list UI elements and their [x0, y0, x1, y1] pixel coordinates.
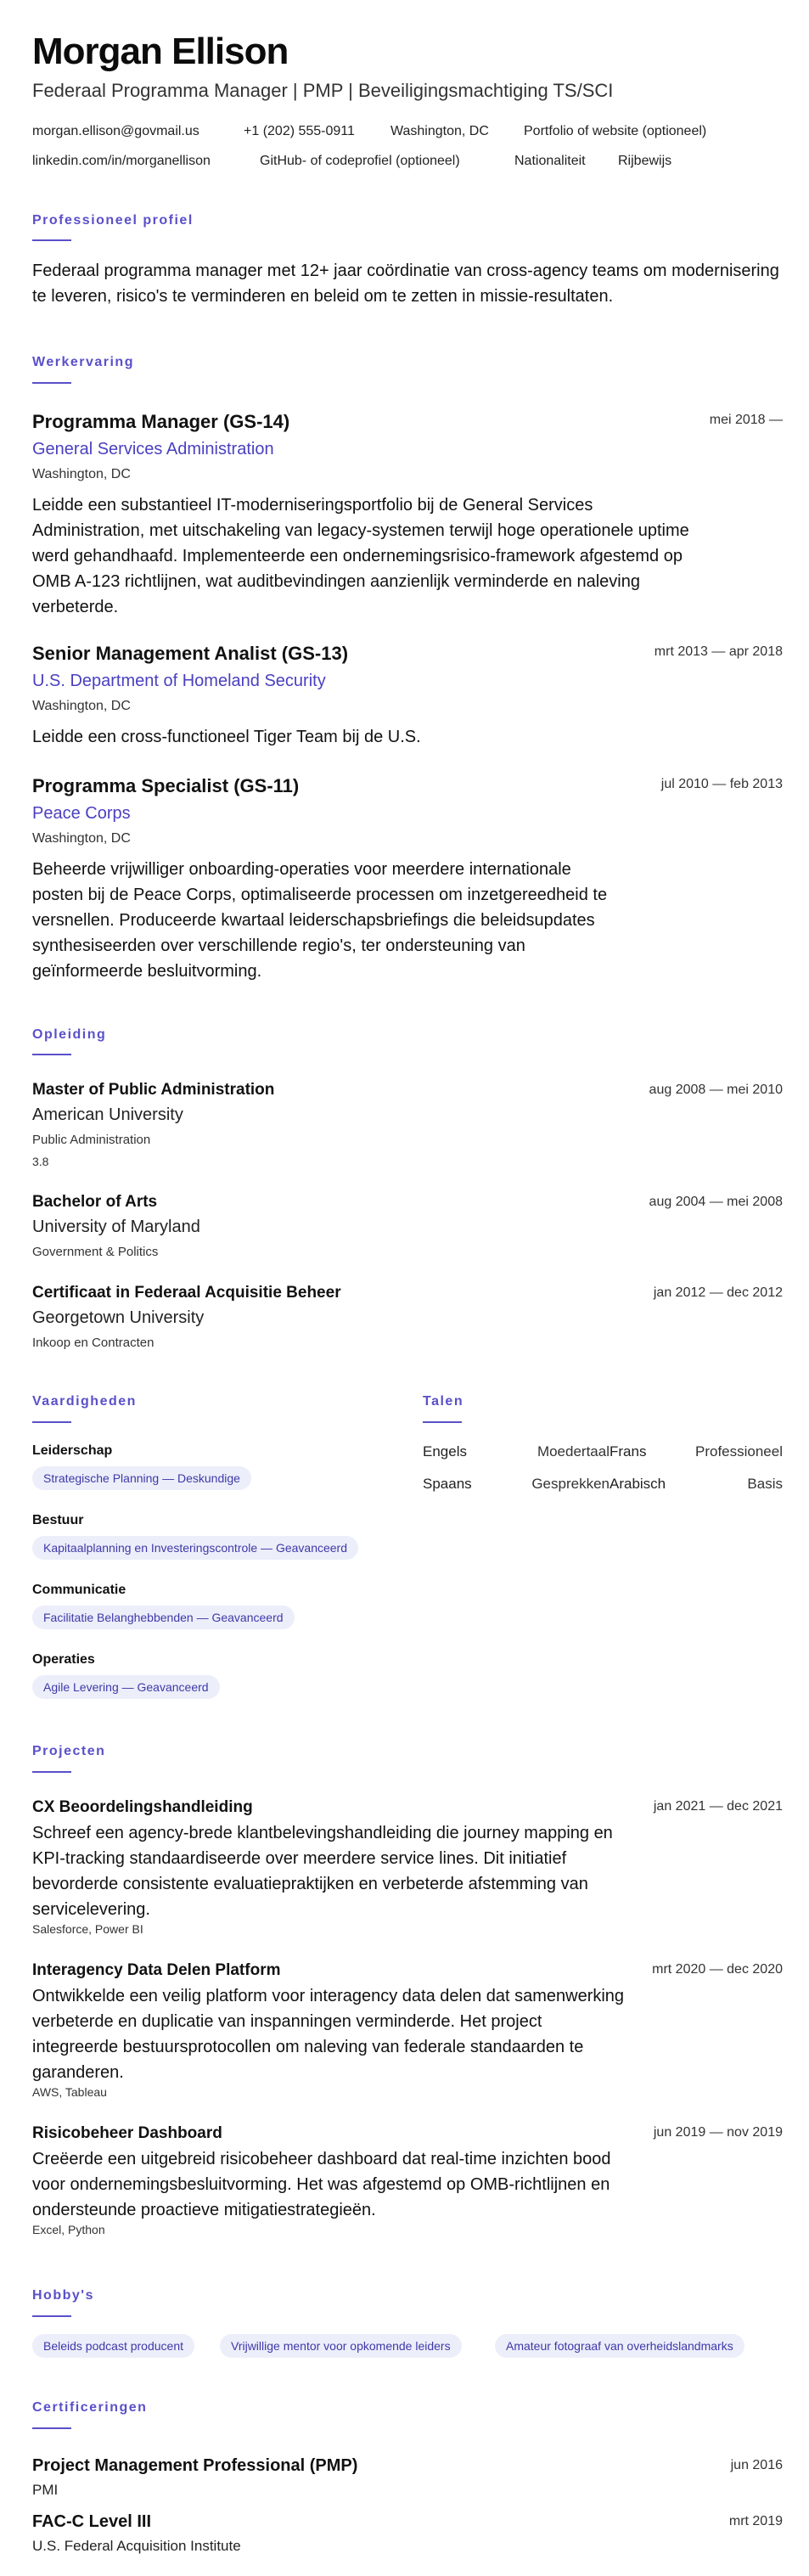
profile-section-title: Professioneel profiel	[32, 213, 194, 228]
project-title: CX Beoordelingshandleiding	[32, 1798, 253, 1816]
education-degree: Certificaat in Federaal Acquisitie Beheer	[32, 1284, 341, 1302]
project-tools: AWS, Tableau	[32, 2085, 107, 2099]
job-organization: General Services Administration	[32, 440, 274, 458]
job-title: Senior Management Analist (GS-13)	[32, 643, 349, 664]
education-section-underline	[32, 1054, 71, 1055]
profile-text: Federaal programma manager met 12+ jaar coördinatie van cross-agency teams om modernisering te leveren, risico's te verminderen en beleid om te zetten in missie-resultaten.	[32, 262, 779, 306]
language-name: Spaans	[423, 1476, 472, 1492]
project-title: Interagency Data Delen Platform	[32, 1961, 281, 1979]
job-location: Washington, DC	[32, 831, 131, 846]
education-section-title: Opleiding	[32, 1027, 107, 1042]
project-description: Creëerde een uitgebreid risicobeheer dashboard dat real-time inzichten bood voor ondernemingsbesluitvorming. Het was afgestemd op OMB-richtlijnen en ondersteunde proactieve mitigatiestrategieën.	[32, 2150, 611, 2219]
education-school: Georgetown University	[32, 1308, 205, 1327]
skill-pill: Facilitatie Belanghebbenden — Geavanceerd	[32, 1606, 295, 1629]
project-description: Schreef een agency-brede klantbelevingshandleiding die journey mapping en KPI-tracking standaardiseerde over meerdere service lines. Dit initiatief bevorderde consistente evaluatiepraktijken en verbeterde afstemming van servicelevering.	[32, 1824, 613, 1919]
skill-category: Operaties	[32, 1652, 95, 1667]
experience-section-title: Werkervaring	[32, 355, 134, 369]
hobbies-section-underline	[32, 2315, 71, 2317]
education-field: Inkoop en Contracten	[32, 1336, 154, 1350]
job-organization: Peace Corps	[32, 804, 131, 823]
hobbies-section-title: Hobby's	[32, 2288, 94, 2303]
skills-section-title: Vaardigheden	[32, 1394, 137, 1409]
job-location: Washington, DC	[32, 699, 131, 713]
job-description: Beheerde vrijwilliger onboarding-operaties voor meerdere internationale posten bij de Peace Corps, optimaliseerde processen om inzetgereedheid te versnellen. Produceerde kwartaal leiderschapsbriefings die beleidsupdates synthesiseerden over verschillende regio's, ter ondersteuning van geïnformeerde besluitvorming.	[32, 860, 608, 981]
project-dates: jun 2019 — nov 2019	[653, 2125, 783, 2140]
certifications-section-underline	[32, 2427, 71, 2429]
education-dates: aug 2008 — mei 2010	[649, 1083, 783, 1097]
languages-section-title: Talen	[423, 1394, 464, 1409]
language-level: Gesprekken	[531, 1476, 610, 1492]
experience-section-underline	[32, 382, 71, 384]
hobby-pill: Vrijwillige mentor voor opkomende leiders	[220, 2334, 462, 2358]
projects-section-underline	[32, 1771, 71, 1773]
job-dates: mrt 2013 — apr 2018	[654, 644, 783, 659]
contact-portfolio[interactable]: Portfolio of website (optioneel)	[524, 124, 707, 138]
job-title: Programma Manager (GS-14)	[32, 411, 290, 432]
headline: Federaal Programma Manager | PMP | Beveiligingsmachtiging TS/SCI	[32, 80, 614, 101]
education-field: Government & Politics	[32, 1245, 159, 1259]
certification-title: Project Management Professional (PMP)	[32, 2456, 358, 2475]
languages-section-underline	[423, 1421, 462, 1423]
project-description: Ontwikkelde een veilig platform voor interagency data delen dat samenwerking verbeterde en duplicatie van inspanningen verminderde. Het project integreerde bestuursprotocollen om naleving van federale standaarden te garanderen.	[32, 1987, 625, 2082]
skill-pill: Strategische Planning — Deskundige	[32, 1466, 251, 1490]
education-field: Public Administration	[32, 1133, 151, 1147]
contact-email[interactable]: morgan.ellison@govmail.us	[32, 124, 199, 138]
project-tools: Salesforce, Power BI	[32, 1922, 143, 1936]
education-gpa: 3.8	[32, 1155, 49, 1168]
job-description: Leidde een cross-functioneel Tiger Team bij de U.S.	[32, 728, 421, 746]
education-school: University of Maryland	[32, 1218, 200, 1236]
certification-issuer: PMI	[32, 2482, 59, 2498]
language-name: Frans	[610, 1443, 647, 1460]
education-degree: Bachelor of Arts	[32, 1193, 158, 1211]
contact-license: Rijbewijs	[618, 154, 672, 168]
candidate-name: Morgan Ellison	[32, 31, 289, 72]
contact-phone[interactable]: +1 (202) 555-0911	[244, 124, 355, 138]
language-name: Arabisch	[610, 1476, 666, 1492]
contact-linkedin[interactable]: linkedin.com/in/morganellison	[32, 154, 211, 168]
contact-location: Washington, DC	[390, 124, 489, 138]
language-level: Basis	[747, 1476, 783, 1492]
job-location: Washington, DC	[32, 467, 131, 481]
skill-category: Bestuur	[32, 1513, 84, 1527]
certification-title: FAC-C Level III	[32, 2512, 152, 2531]
skills-section-underline	[32, 1421, 71, 1423]
job-dates: mei 2018 —	[709, 413, 783, 427]
skill-pill: Kapitaalplanning en Investeringscontrole — Geavanceerd	[32, 1536, 358, 1560]
hobby-pill: Amateur fotograaf van overheidslandmarks	[495, 2334, 744, 2358]
language-level: Professioneel	[694, 1443, 783, 1460]
job-title: Programma Specialist (GS-11)	[32, 775, 300, 796]
education-dates: aug 2004 — mei 2008	[649, 1195, 783, 1209]
contact-nationality: Nationaliteit	[514, 154, 586, 168]
language-name: Engels	[423, 1443, 467, 1460]
project-dates: mrt 2020 — dec 2020	[652, 1962, 783, 1977]
contact-github[interactable]: GitHub- of codeprofiel (optioneel)	[260, 154, 460, 168]
certification-date: jun 2016	[730, 2458, 783, 2472]
job-description: Leidde een substantieel IT-moderniseringsportfolio bij de General Services Administration, met uitschakeling van legacy-systemen terwijl hoge operationele uptime werd gehandhaafd. Implementeerde een ondernemingsrisico-framework afgestemd op OMB A-123 richtlijnen, wat auditbevindingen aanzienlijk verminderde en naleving verbeterde.	[32, 496, 689, 616]
project-tools: Excel, Python	[32, 2223, 105, 2236]
certification-issuer: U.S. Federal Acquisition Institute	[32, 2538, 241, 2554]
project-dates: jan 2021 — dec 2021	[653, 1799, 783, 1814]
skill-pill: Agile Levering — Geavanceerd	[32, 1675, 220, 1699]
profile-section-underline	[32, 239, 71, 241]
projects-section-title: Projecten	[32, 1744, 106, 1758]
certification-date: mrt 2019	[728, 2514, 783, 2528]
skill-category: Leiderschap	[32, 1443, 113, 1458]
education-degree: Master of Public Administration	[32, 1081, 275, 1099]
certifications-section-title: Certificeringen	[32, 2400, 148, 2415]
skill-category: Communicatie	[32, 1583, 126, 1597]
language-level: Moedertaal	[537, 1443, 610, 1460]
job-organization: U.S. Department of Homeland Security	[32, 672, 326, 690]
education-dates: jan 2012 — dec 2012	[653, 1285, 783, 1300]
job-dates: jul 2010 — feb 2013	[660, 777, 783, 791]
education-school: American University	[32, 1105, 183, 1124]
project-title: Risicobeheer Dashboard	[32, 2124, 222, 2142]
hobby-pill: Beleids podcast producent	[32, 2334, 194, 2358]
